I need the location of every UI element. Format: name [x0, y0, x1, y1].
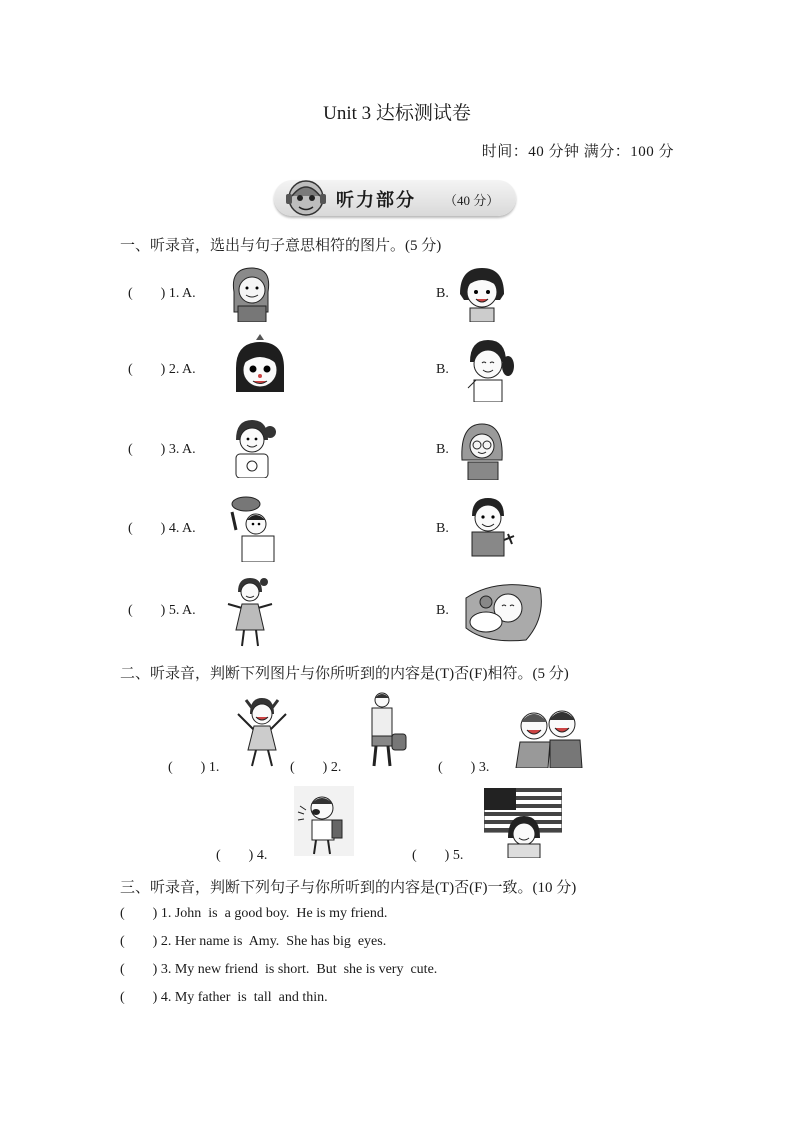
s2-item1-label: ( ) 1. [168, 760, 220, 775]
boy-hat-image [226, 494, 280, 562]
s2-item5-label: ( ) 5. [412, 848, 464, 863]
happy-girl-image [236, 694, 288, 768]
section1-heading: 一、听录音，选出与句子意思相符的图片。(5 分) [120, 238, 442, 254]
tall-man-image [362, 690, 410, 770]
girl-ponytail-image [460, 336, 516, 402]
listening-banner [274, 180, 516, 216]
s2-item4-label: ( ) 4. [216, 848, 268, 863]
boy-shouting-image [294, 786, 354, 856]
s1-row5-label: ( ) 5. A. [128, 603, 196, 618]
s1-row2-b: B. [436, 362, 449, 377]
girl-with-flag-image [484, 788, 562, 858]
baby-on-pillow-image [456, 578, 544, 644]
exam-meta: 时间：40 分钟 满分：100 分 [481, 144, 674, 160]
s3-sentence-2: ( ) 2. Her name is Amy. She has big eyes. [120, 934, 387, 949]
s1-row4-b: B. [436, 521, 449, 536]
s1-row1-b: B. [436, 286, 449, 301]
boy-waving-image [460, 494, 520, 562]
section3-heading: 三、听录音，判断下列句子与你所听到的内容是(T)否(F)一致。(10 分) [120, 880, 577, 896]
banner-title: 听力部分 [336, 190, 416, 211]
friends-laughing-image [510, 698, 586, 768]
girl-long-hair-image [224, 262, 280, 322]
s1-row1-label: ( ) 1. A. [128, 286, 196, 301]
s1-row4-label: ( ) 4. A. [128, 521, 196, 536]
girl-glasses-image [458, 420, 506, 480]
girl-big-eyes-image [230, 334, 290, 402]
girl-dancing-image [224, 574, 276, 650]
s1-row3-label: ( ) 3. A. [128, 442, 196, 457]
s1-row5-b: B. [436, 603, 449, 618]
girl-bunny-shirt-image [230, 418, 276, 478]
section2-heading: 二、听录音，判断下列图片与你所听到的内容是(T)否(F)相符。(5 分) [120, 666, 569, 682]
s3-sentence-3: ( ) 3. My new friend is short. But she is very cute. [120, 962, 438, 977]
s3-sentence-4: ( ) 4. My father is tall and thin. [120, 990, 328, 1005]
s2-item2-label: ( ) 2. [290, 760, 342, 775]
s3-sentence-1: ( ) 1. John is a good boy. He is my friend. [120, 906, 388, 921]
s2-item3-label: ( ) 3. [438, 760, 490, 775]
s1-row2-label: ( ) 2. A. [128, 362, 196, 377]
mascot-icon [284, 176, 328, 220]
girl-short-hair-image [454, 264, 510, 322]
banner-score: （40 分） [444, 193, 500, 208]
s1-row3-b: B. [436, 442, 449, 457]
page-title: Unit 3 达标测试卷 [323, 103, 471, 124]
